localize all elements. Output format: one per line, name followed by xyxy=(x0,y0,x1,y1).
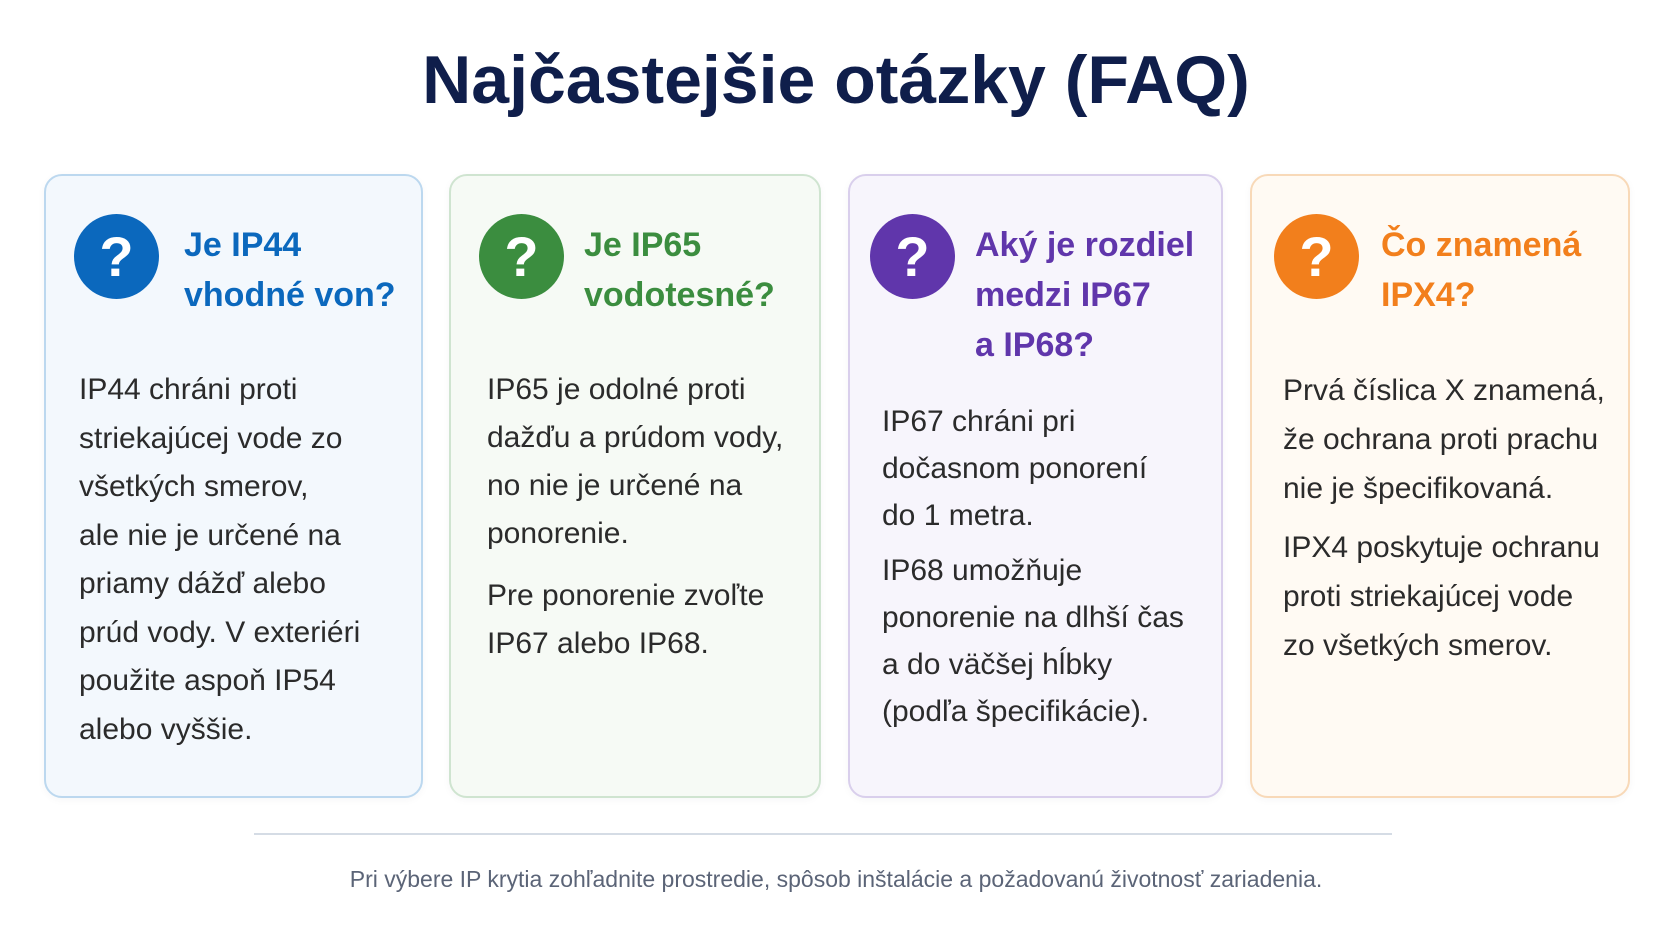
faq-answer-line: prúd vody. V exteriéri xyxy=(79,615,361,649)
faq-answer-paragraph xyxy=(487,572,783,668)
page-title: Najčastejšie otázky (FAQ) xyxy=(422,42,1250,118)
faq-answer-paragraph xyxy=(1283,366,1605,513)
faq-question xyxy=(975,220,1194,370)
faq-answer-line: no nie je určené na xyxy=(487,469,743,502)
faq-card-ip67-vs-ip68 xyxy=(848,174,1223,798)
faq-answer-paragraph xyxy=(1283,523,1605,670)
faq-answer-line: dažďu a prúdom vody, xyxy=(487,421,784,454)
faq-answer-line: všetkých smerov, xyxy=(79,470,309,503)
faq-answer xyxy=(79,366,360,754)
question-mark-icon xyxy=(1274,214,1359,299)
faq-answer-line: IPX4 poskytuje ochranu xyxy=(1283,531,1600,564)
faq-question xyxy=(184,220,396,320)
faq-answer-line: dočasnom ponorení xyxy=(882,452,1148,485)
faq-question xyxy=(1381,220,1581,320)
faq-question-line: medzi IP67 xyxy=(975,276,1151,314)
faq-question-line: Aký je rozdiel xyxy=(975,226,1195,264)
divider xyxy=(254,833,1392,835)
question-mark-glyph: ? xyxy=(895,225,930,288)
faq-answer-line: alebo vyššie. xyxy=(79,712,253,746)
faq-answer-line: (podľa špecifikácie). xyxy=(882,695,1150,728)
question-mark-glyph: ? xyxy=(99,225,134,288)
faq-answer-line: nie je špecifikovaná. xyxy=(1283,472,1554,505)
faq-answer-line: ale nie je určené na xyxy=(79,518,341,552)
faq-answer-line: proti striekajúcej vode xyxy=(1283,580,1574,613)
faq-question-line: vhodné von? xyxy=(184,276,396,314)
faq-answer-line: použite aspoň IP54 xyxy=(79,664,336,697)
faq-answer-paragraph xyxy=(882,398,1184,539)
faq-answer-line: striekajúcej vode zo xyxy=(79,421,343,455)
faq-answer-line: do 1 metra. xyxy=(882,499,1034,532)
faq-answer-paragraph xyxy=(487,366,783,558)
faq-answer-line: IP67 alebo IP68. xyxy=(487,627,709,660)
faq-card-ip44 xyxy=(44,174,423,798)
faq-answer-line: priamy dážď alebo xyxy=(79,567,326,600)
faq-answer-line: IP44 chráni proti xyxy=(79,373,298,406)
faq-card-ipx4 xyxy=(1250,174,1630,798)
question-mark-icon xyxy=(870,214,955,299)
faq-question xyxy=(584,220,775,320)
question-mark-glyph: ? xyxy=(504,225,539,288)
faq-answer xyxy=(1283,366,1605,670)
faq-answer-line: IP67 chráni pri xyxy=(882,405,1076,438)
faq-answer-line: Prvá číslica X znamená, xyxy=(1283,374,1605,407)
faq-answer-paragraph xyxy=(79,366,360,754)
faq-question-line: Čo znamená xyxy=(1381,226,1582,264)
faq-question-line: Je IP65 xyxy=(584,226,702,264)
faq-answer-paragraph xyxy=(882,547,1184,735)
faq-question-line: IPX4? xyxy=(1381,276,1476,314)
faq-answer-line: IP65 je odolné proti xyxy=(487,373,746,406)
faq-answer xyxy=(487,366,783,668)
footer-note: Pri výbere IP krytia zohľadnite prostredie, spôsob inštalácie a požadovanú životnosť zariadenia. xyxy=(349,866,1323,892)
faq-answer-line: a do väčšej hĺbky xyxy=(882,648,1113,681)
faq-question-line: vodotesné? xyxy=(584,276,775,314)
question-mark-icon xyxy=(74,214,159,299)
faq-answer-line: Pre ponorenie zvoľte xyxy=(487,579,765,612)
faq-question-line: a IP68? xyxy=(975,326,1095,364)
faq-card-ip65 xyxy=(449,174,821,798)
faq-answer-line: ponorenie. xyxy=(487,517,629,550)
question-mark-icon xyxy=(479,214,564,299)
faq-answer xyxy=(882,398,1184,735)
faq-answer-line: ponorenie na dlhší čas xyxy=(882,601,1184,634)
faq-question-line: Je IP44 xyxy=(184,226,302,264)
question-mark-glyph: ? xyxy=(1299,225,1334,288)
faq-answer-line: IP68 umožňuje xyxy=(882,554,1083,587)
faq-answer-line: že ochrana proti prachu xyxy=(1283,423,1599,456)
faq-answer-line: zo všetkých smerov. xyxy=(1283,629,1553,662)
